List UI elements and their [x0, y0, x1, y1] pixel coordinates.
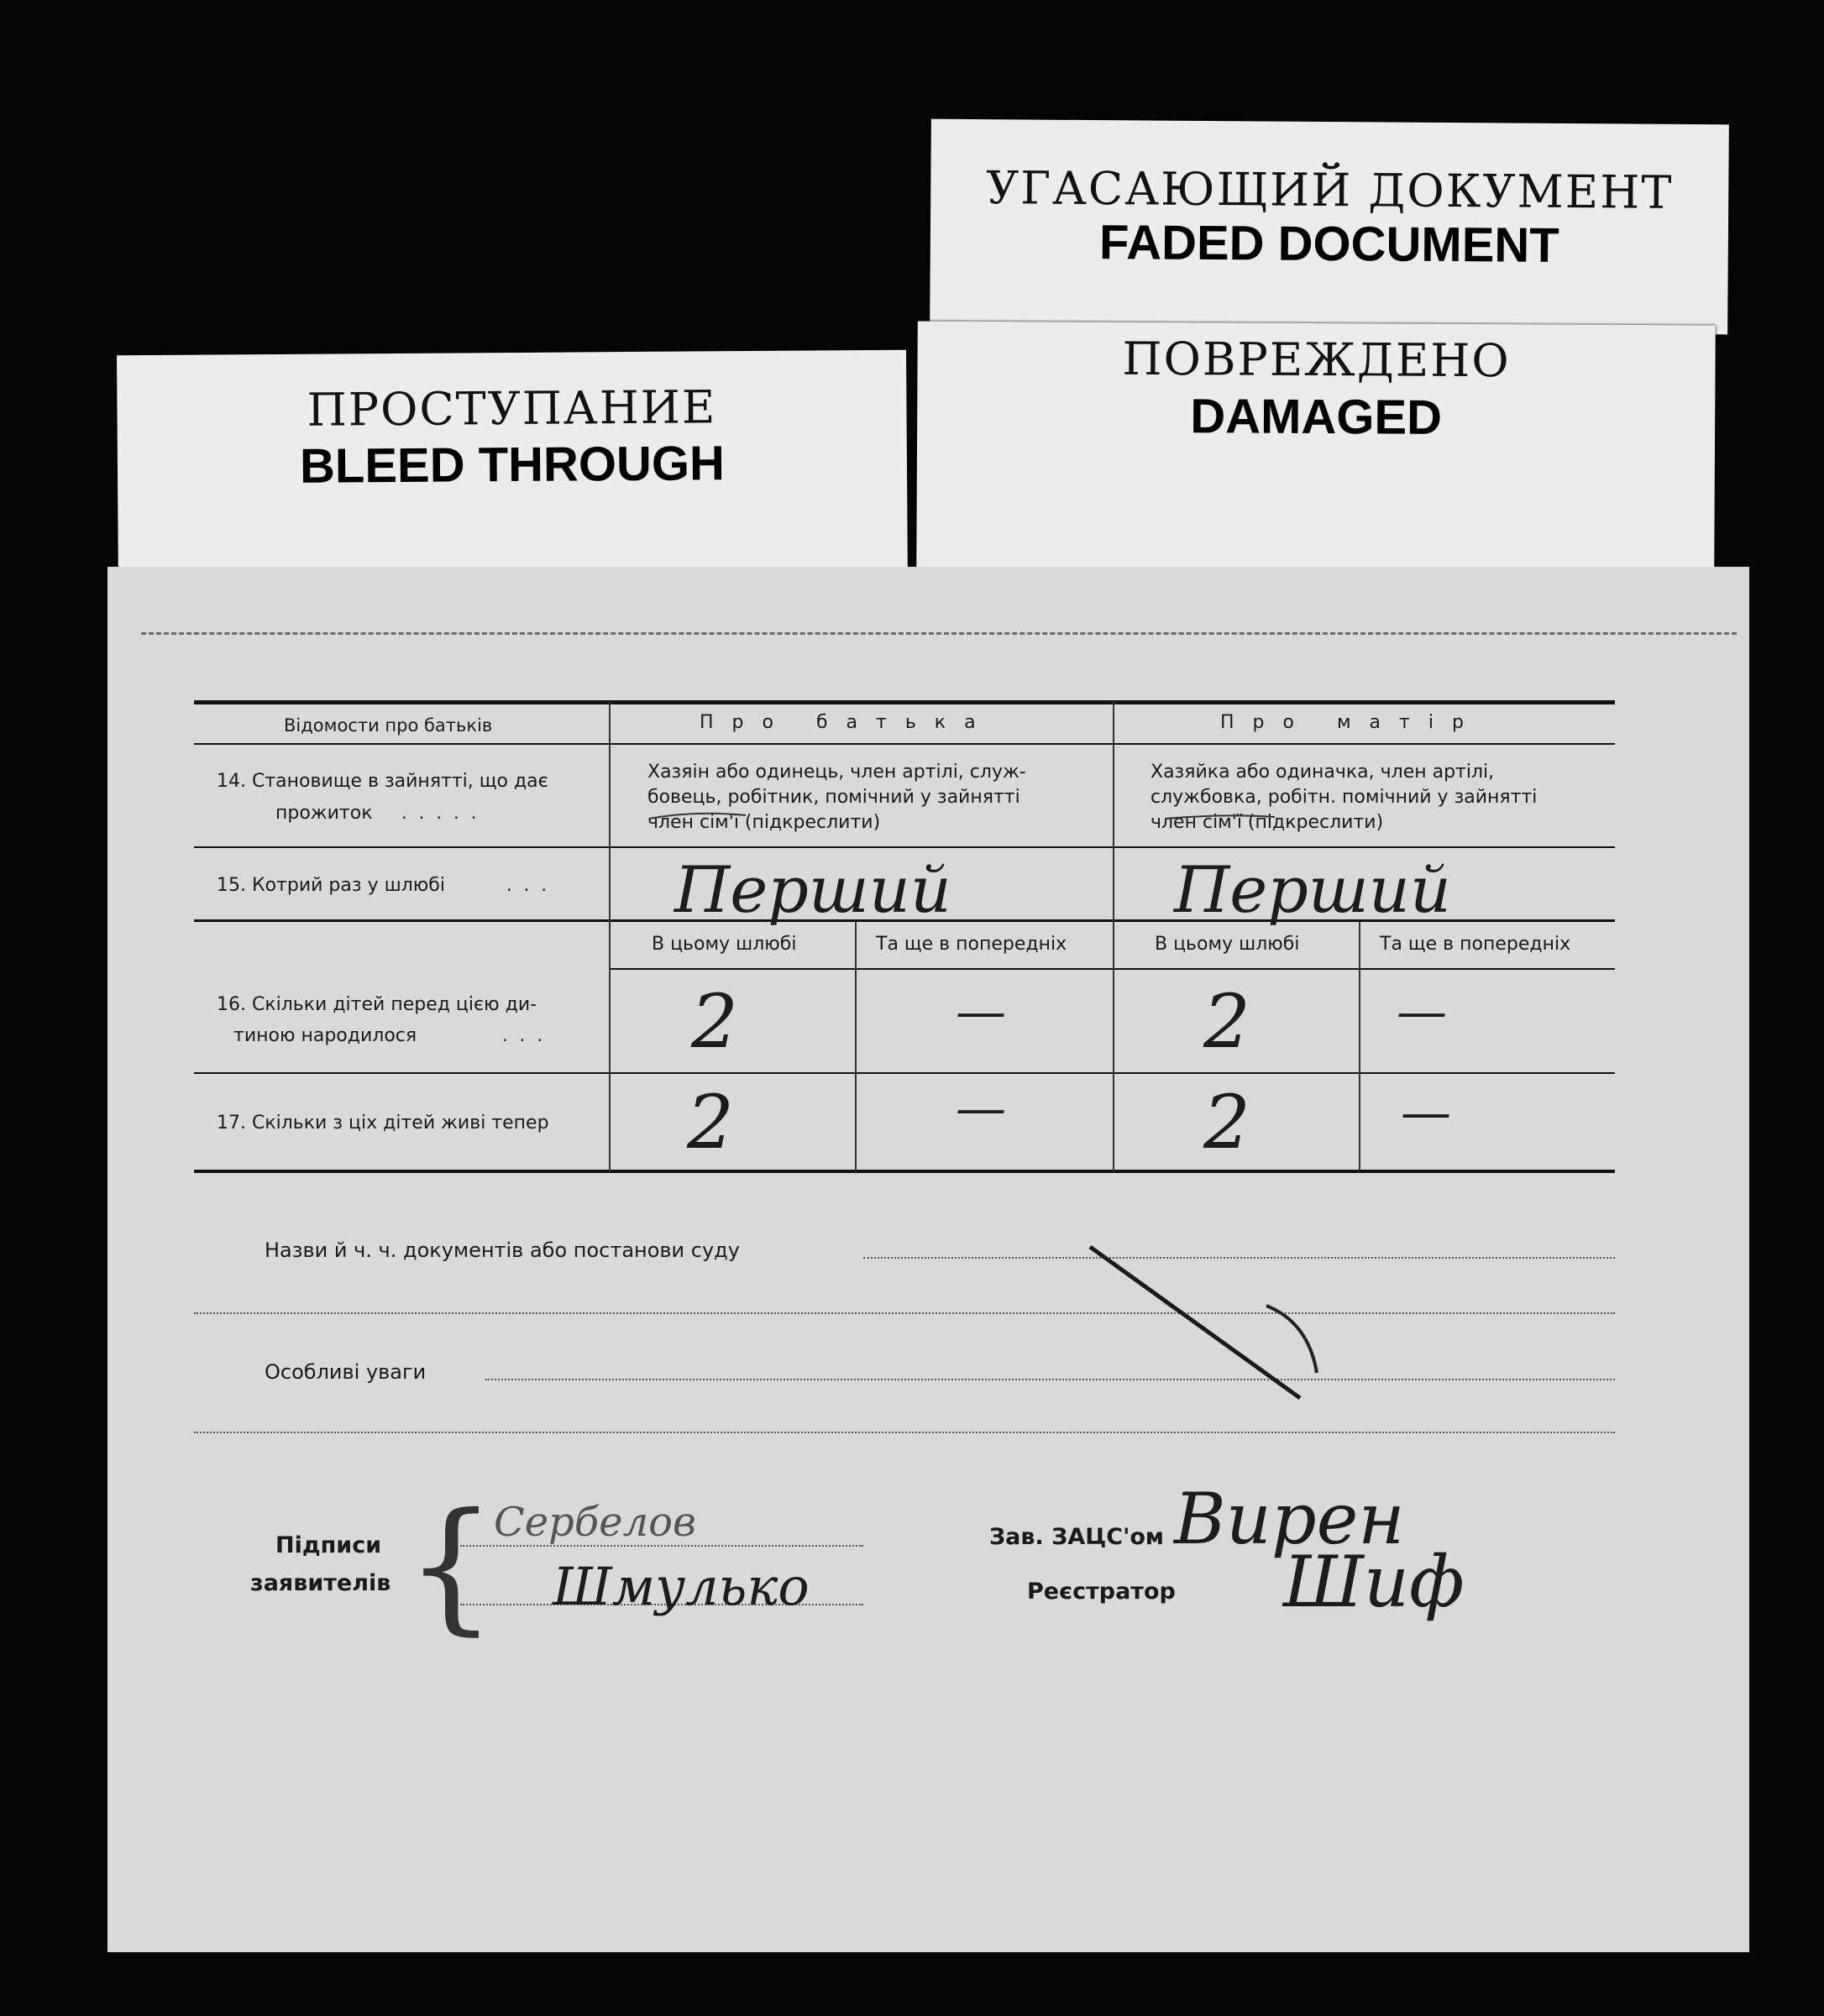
- row15-father-value: Перший: [674, 852, 951, 927]
- row14-father-3: член сім'ї (підкреслити): [647, 812, 881, 833]
- row17-label: 17. Скільки з ціх дітей живі тепер: [217, 1113, 549, 1134]
- row15-label-dots: ...: [506, 875, 559, 895]
- signatures-label-1: Підписи: [275, 1532, 382, 1558]
- registrar-signature: Шиф: [1283, 1541, 1465, 1623]
- signatures-label-2: заявителів: [250, 1570, 391, 1596]
- remarks-label: Особливі уваги: [265, 1360, 427, 1384]
- row16-label-2: тиною народилося: [233, 1025, 417, 1046]
- faded-document-ru: УГАСАЮЩИЙ ДОКУМЕНТ: [986, 161, 1674, 219]
- row14-label-1: 14. Становище в зайнятті, що дає: [217, 771, 548, 792]
- row14-mother-2: службовка, робітн. помічний у зайнятті: [1150, 787, 1538, 808]
- head-signature: Вирен: [1174, 1478, 1405, 1560]
- head-label: Зав. ЗАЦС'ом: [989, 1524, 1164, 1550]
- signatures-brace: {: [406, 1483, 497, 1649]
- row17-mother-this: 2: [1203, 1079, 1250, 1165]
- subheader-mother-previous: Та ще в попередніх: [1380, 934, 1571, 955]
- header-parents: Відомости про батьків: [284, 715, 493, 736]
- documents-label: Назви й ч. ч. документів або постанови суду: [265, 1238, 740, 1262]
- row16-label-dots: ...: [502, 1025, 555, 1045]
- damaged-card: [916, 322, 1716, 578]
- row16-mother-prev: —: [1397, 982, 1447, 1041]
- subheader-father-previous: Та ще в попередніх: [876, 934, 1067, 955]
- pen-strokes: [107, 567, 1749, 1952]
- applicant-signature-1: Сербелов: [494, 1499, 696, 1546]
- row16-mother-this: 2: [1203, 978, 1250, 1065]
- row14-label-dots: .....: [401, 803, 489, 823]
- applicant-signature-2: Шмулько: [553, 1556, 810, 1617]
- registrar-label: Реєстратор: [1027, 1579, 1176, 1605]
- header-father: Про батька: [700, 712, 994, 733]
- row14-mother-1: Хазяйка або одиначка, член артілі,: [1150, 762, 1495, 783]
- row16-label-1: 16. Скільки дітей перед цією ди-: [217, 994, 537, 1015]
- row17-father-prev: —: [956, 1079, 1006, 1138]
- header-mother: Про матір: [1220, 712, 1482, 733]
- row17-mother-prev: —: [1401, 1083, 1451, 1142]
- subheader-mother-this: В цьому шлюбі: [1155, 934, 1300, 955]
- bleed-through-en: BLEED THROUGH: [299, 436, 726, 494]
- damaged-ru: ПОВРЕЖДЕНО: [1122, 332, 1511, 388]
- bleed-through-card: [117, 350, 908, 591]
- faded-document-card: [930, 119, 1729, 335]
- row17-father-this: 2: [687, 1079, 734, 1165]
- damaged-en: DAMAGED: [1190, 389, 1443, 445]
- row14-father-2: бовець, робітник, помічний у зайнятті: [647, 787, 1020, 808]
- row15-label: 15. Котрий раз у шлюбі: [217, 875, 445, 896]
- form-sheet: [107, 567, 1749, 1952]
- subheader-father-this: В цьому шлюбі: [652, 934, 797, 955]
- row16-father-this: 2: [691, 978, 738, 1065]
- row14-label-2: прожиток: [275, 803, 373, 824]
- faded-document-en: FADED DOCUMENT: [1098, 215, 1559, 273]
- bleed-through-ru: ПРОСТУПАНИЕ: [307, 380, 717, 437]
- row14-mother-3: член сім'ї (підкреслити): [1150, 812, 1384, 833]
- row14-father-1: Хазяін або одинець, член артілі, служ-: [647, 762, 1026, 783]
- row16-father-prev: —: [956, 982, 1006, 1041]
- row15-mother-value: Перший: [1174, 852, 1451, 927]
